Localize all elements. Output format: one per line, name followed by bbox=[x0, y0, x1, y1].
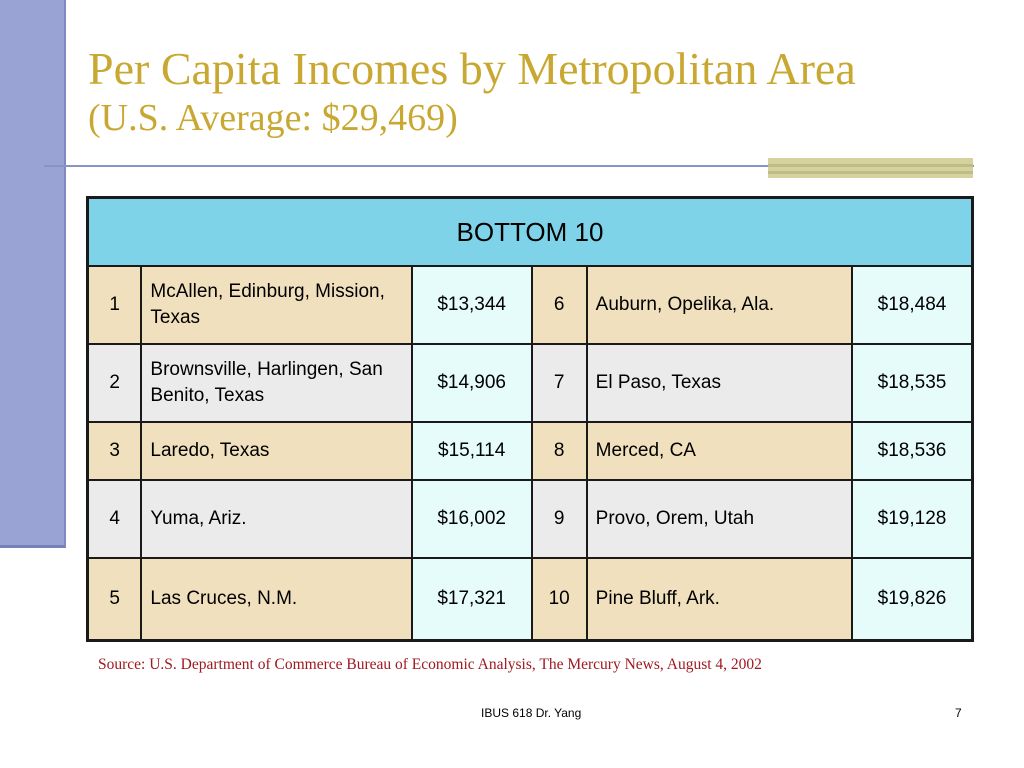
area-cell: Provo, Orem, Utah bbox=[587, 480, 852, 558]
footer-text: IBUS 618 Dr. Yang bbox=[481, 706, 582, 720]
table-row bbox=[88, 480, 973, 558]
income-cell: $13,344 bbox=[412, 266, 532, 344]
left-accent-bar bbox=[0, 0, 66, 548]
area-cell: Laredo, Texas bbox=[141, 422, 411, 480]
area-cell: Las Cruces, N.M. bbox=[141, 558, 411, 641]
title-divider-accent bbox=[768, 158, 973, 178]
rank-cell: 1 bbox=[88, 266, 142, 344]
area-cell: Pine Bluff, Ark. bbox=[587, 558, 852, 641]
area-cell: Brownsville, Harlingen, San Benito, Texas bbox=[141, 344, 411, 422]
income-cell: $18,535 bbox=[852, 344, 972, 422]
rank-cell: 3 bbox=[88, 422, 142, 480]
table-row bbox=[88, 266, 973, 344]
income-cell: $19,826 bbox=[852, 558, 972, 641]
rank-cell: 7 bbox=[532, 344, 587, 422]
page-number: 7 bbox=[955, 706, 962, 720]
income-cell: $19,128 bbox=[852, 480, 972, 558]
area-cell: Merced, CA bbox=[587, 422, 852, 480]
area-cell: McAllen, Edinburg, Mission, Texas bbox=[141, 266, 411, 344]
area-cell: El Paso, Texas bbox=[587, 344, 852, 422]
table-row bbox=[88, 344, 973, 422]
rank-cell: 2 bbox=[88, 344, 142, 422]
table-header: BOTTOM 10 bbox=[88, 198, 973, 267]
table-header-row bbox=[88, 198, 973, 267]
income-cell: $15,114 bbox=[412, 422, 532, 480]
table-row bbox=[88, 558, 973, 641]
title-main: Per Capita Incomes by Metropolitan Area bbox=[88, 43, 856, 94]
title-subtitle: (U.S. Average: $29,469) bbox=[88, 97, 458, 140]
income-cell: $18,536 bbox=[852, 422, 972, 480]
rank-cell: 8 bbox=[532, 422, 587, 480]
slide-title bbox=[88, 42, 988, 141]
rank-cell: 9 bbox=[532, 480, 587, 558]
table-row bbox=[88, 422, 973, 480]
rank-cell: 4 bbox=[88, 480, 142, 558]
area-cell: Yuma, Ariz. bbox=[141, 480, 411, 558]
rank-cell: 5 bbox=[88, 558, 142, 641]
rank-cell: 6 bbox=[532, 266, 587, 344]
income-cell: $17,321 bbox=[412, 558, 532, 641]
rank-cell: 10 bbox=[532, 558, 587, 641]
area-cell: Auburn, Opelika, Ala. bbox=[587, 266, 852, 344]
income-cell: $14,906 bbox=[412, 344, 532, 422]
income-table bbox=[86, 196, 974, 642]
income-cell: $16,002 bbox=[412, 480, 532, 558]
income-cell: $18,484 bbox=[852, 266, 972, 344]
source-note: Source: U.S. Department of Commerce Bureau of Economic Analysis, The Mercury News, August 4, 2002 bbox=[98, 656, 762, 673]
